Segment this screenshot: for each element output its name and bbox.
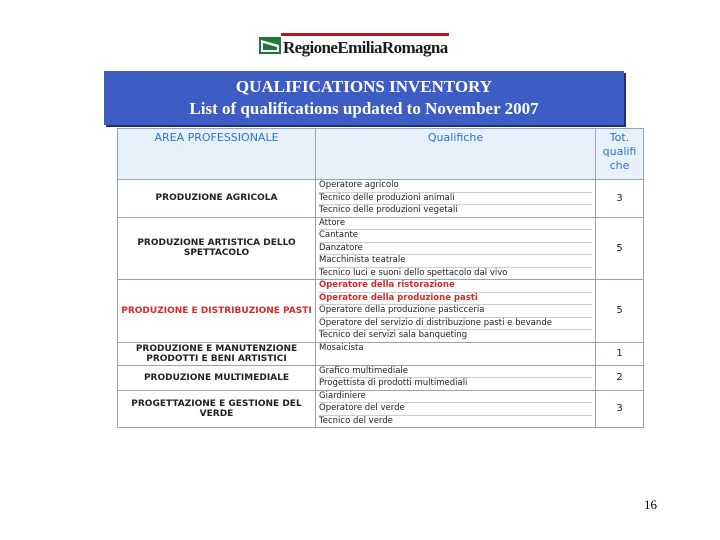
total-cell: 5	[596, 217, 644, 280]
qualification-item: Giardiniere	[319, 391, 592, 404]
area-cell: PRODUZIONE E DISTRIBUZIONE PASTI	[118, 280, 316, 343]
qualification-item: Progettista di prodotti multimediali	[319, 378, 468, 388]
area-cell: PRODUZIONE AGRICOLA	[118, 180, 316, 218]
table-row	[118, 217, 644, 280]
total-cell: 3	[596, 180, 644, 218]
title-line-1: QUALIFICATIONS INVENTORY	[235, 77, 493, 96]
header-qualifiche: Qualifiche	[316, 129, 596, 180]
region-logo	[259, 33, 449, 61]
qualification-item: Operatore della ristorazione	[319, 280, 592, 293]
area-cell: PROGETTAZIONE E GESTIONE DEL VERDE	[118, 390, 316, 428]
qualification-item: Macchinista teatrale	[319, 255, 592, 268]
qualification-item: Tecnico delle produzioni vegetali	[319, 205, 458, 215]
logo-red-bar	[281, 33, 449, 36]
total-cell: 2	[596, 365, 644, 390]
area-cell: PRODUZIONE E MANUTENZIONE PRODOTTI E BENI ARTISTICI	[118, 342, 316, 365]
qualification-item: Tecnico delle produzioni animali	[319, 193, 592, 206]
table-row	[118, 390, 644, 428]
qualification-item: Operatore della produzione pasti	[319, 293, 592, 306]
qualification-item: Attore	[319, 218, 592, 231]
qualification-item: Operatore del verde	[319, 403, 592, 416]
region-emblem-icon	[259, 37, 281, 54]
qualifications-cell	[316, 365, 596, 390]
total-cell: 1	[596, 342, 644, 365]
qualification-item: Grafico multimediale	[319, 366, 592, 379]
qualifications-table	[117, 128, 644, 428]
qualification-item: Tecnico del verde	[319, 415, 393, 426]
qualification-item: Mosaicista	[319, 342, 364, 353]
area-cell: PRODUZIONE ARTISTICA DELLO SPETTACOLO	[118, 217, 316, 280]
area-cell: PRODUZIONE MULTIMEDIALE	[118, 365, 316, 390]
page-number: 16	[644, 497, 657, 512]
qualifications-cell	[316, 342, 596, 365]
qualification-item: Operatore agricolo	[319, 180, 592, 193]
table-header-row	[118, 129, 644, 180]
header-tot: Tot. qualifi che	[596, 129, 644, 180]
qualifications-cell	[316, 217, 596, 280]
qualification-item: Tecnico luci e suoni dello spettacolo dal vivo	[319, 267, 508, 278]
qualification-item: Cantante	[319, 230, 592, 243]
title-line-2: List of qualifications updated to November 2007	[189, 99, 539, 118]
qualification-item: Operatore del servizio di distribuzione pasti e bevande	[319, 318, 592, 331]
table-row	[118, 342, 644, 365]
qualifications-cell	[316, 280, 596, 343]
total-cell: 3	[596, 390, 644, 428]
qualification-item: Tecnico dei servizi sala banqueting	[319, 330, 468, 340]
logo-text: RegioneEmiliaRomagna	[283, 38, 448, 57]
table-row	[118, 180, 644, 218]
table-row	[118, 365, 644, 390]
title-banner	[104, 71, 624, 125]
header-area: AREA PROFESSIONALE	[118, 129, 316, 180]
table-row	[118, 280, 644, 343]
qualification-item: Operatore della produzione pasticceria	[319, 305, 592, 318]
qualifications-cell	[316, 180, 596, 218]
qualification-item: Danzatore	[319, 243, 592, 256]
qualifications-cell	[316, 390, 596, 428]
total-cell: 5	[596, 280, 644, 343]
